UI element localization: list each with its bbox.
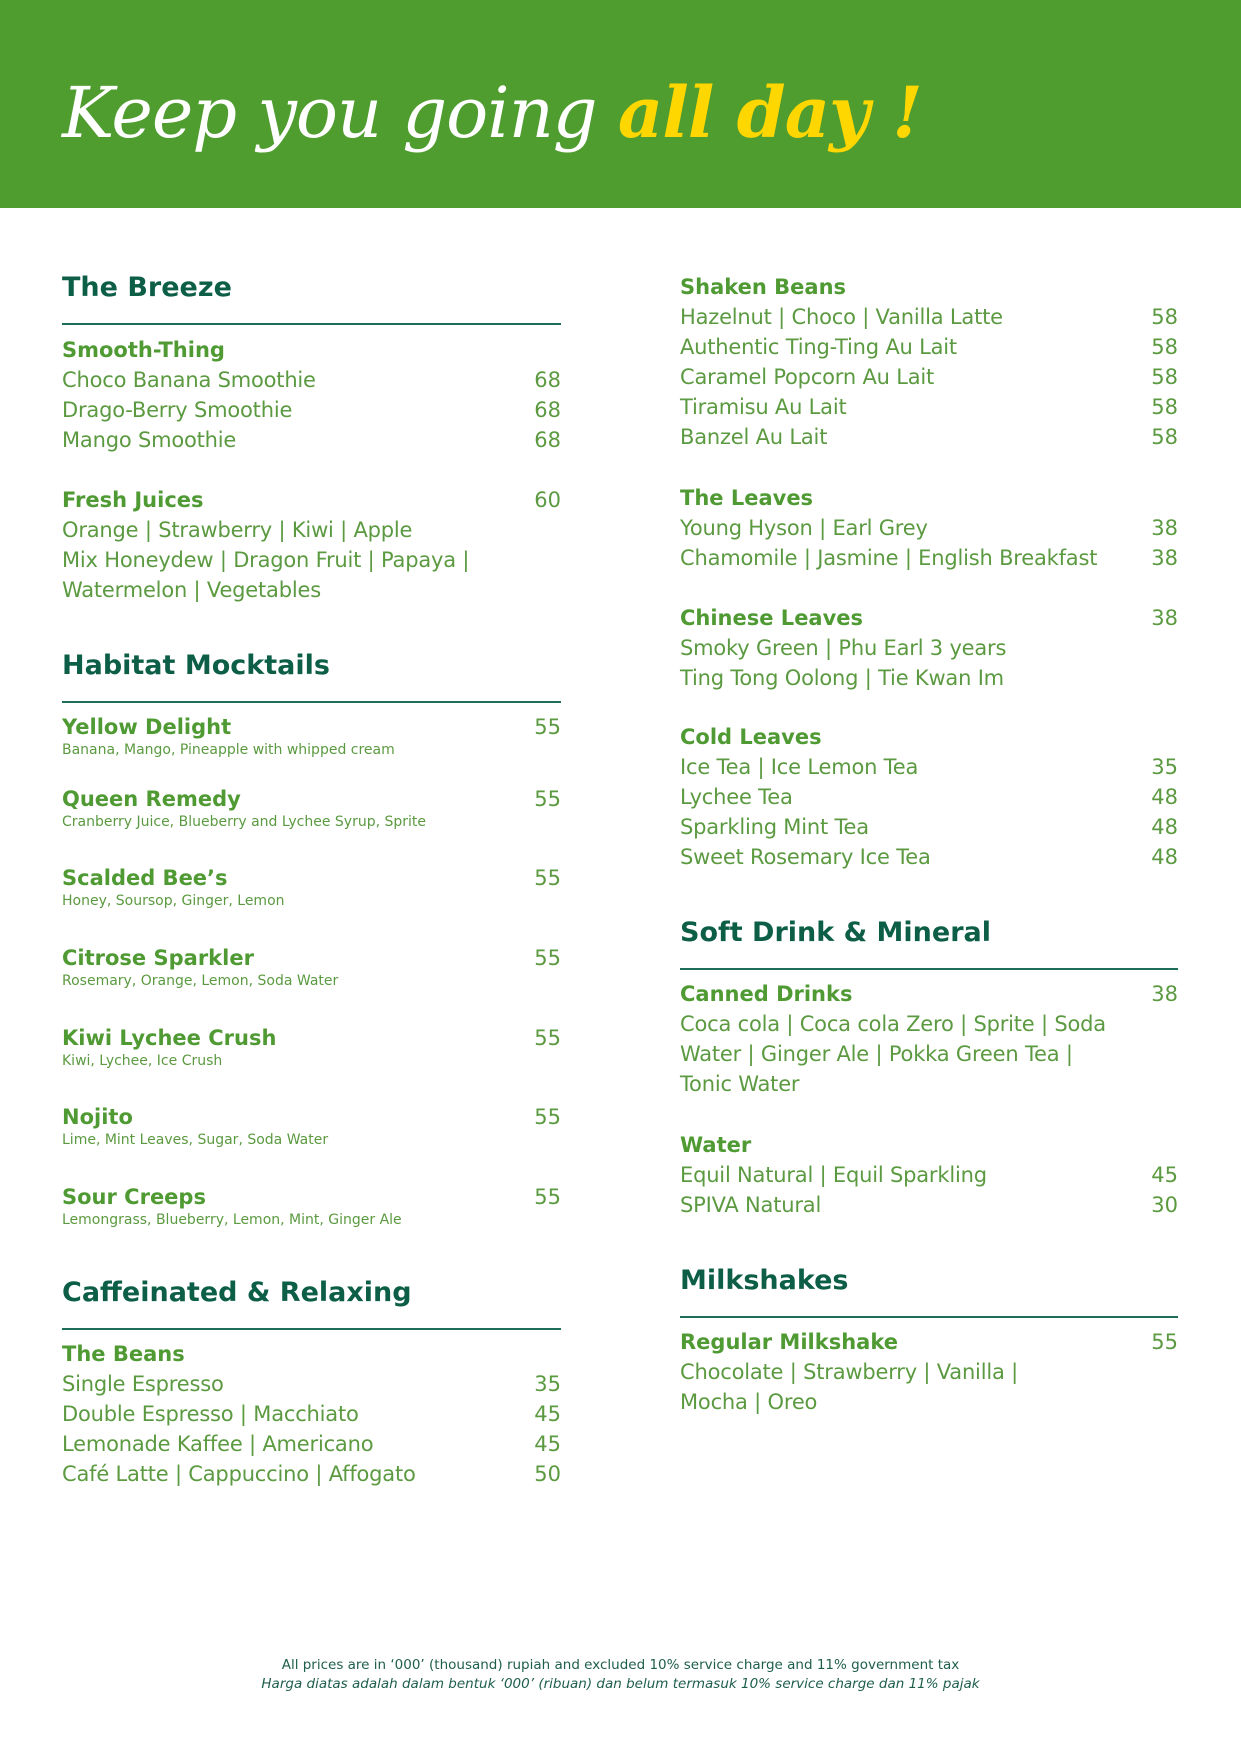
section-title: Habitat Mocktails [62, 650, 330, 681]
category-shaken-beans [680, 272, 1178, 452]
item-price: 55 [534, 1185, 561, 1209]
item-price: 45 [534, 1432, 561, 1456]
section-title: Soft Drink & Mineral [680, 917, 992, 948]
item-price: 45 [534, 1402, 561, 1426]
item-name: Single Espresso [62, 1372, 224, 1396]
category-name: Shaken Beans [680, 275, 847, 299]
item-name: Sweet Rosemary Ice Tea [680, 845, 931, 869]
item-price: 55 [534, 946, 561, 970]
item-price: 55 [534, 866, 561, 890]
menu-item [680, 752, 1178, 782]
footer-note-indonesian: Harga diatas adalah dalam bentuk ‘000’ (ribuan) dan belum termasuk 10% service charge dan 11% pajak [261, 1676, 980, 1692]
section-title: Milkshakes [680, 1265, 849, 1296]
category-name: Cold Leaves [680, 725, 822, 749]
menu-item [62, 1369, 561, 1399]
item-price: 68 [534, 368, 561, 392]
item-price: 58 [1151, 335, 1178, 359]
item-description: Lemongrass, Blueberry, Lemon, Mint, Ginger Ale [62, 1212, 402, 1228]
category-name: The Leaves [680, 486, 814, 510]
mocktail-item [62, 863, 561, 911]
menu-item [62, 1429, 561, 1459]
item-description: Honey, Soursop, Ginger, Lemon [62, 893, 285, 909]
item-name: Café Latte | Cappuccino | Affogato [62, 1462, 416, 1486]
item-price: 55 [534, 1026, 561, 1050]
category-name: Chinese Leaves [680, 606, 864, 630]
item-price: 38 [1151, 516, 1178, 540]
item-description: Banana, Mango, Pineapple with whipped cream [62, 742, 395, 758]
item-name: Authentic Ting-Ting Au Lait [680, 335, 957, 359]
category-the-beans [62, 1339, 561, 1489]
menu-item [680, 422, 1178, 452]
section-title: Caffeinated & Relaxing [62, 1277, 412, 1308]
item-line: Ting Tong Oolong | Tie Kwan Im [680, 666, 1004, 690]
item-price: 45 [1151, 1163, 1178, 1187]
category-water [680, 1130, 1178, 1220]
section-divider [680, 1316, 1178, 1318]
headline [62, 68, 922, 158]
section-habitat-mocktails [62, 648, 561, 703]
item-line: Smoky Green | Phu Earl 3 years [680, 636, 1007, 660]
item-name: Drago-Berry Smoothie [62, 398, 293, 422]
section-divider [680, 968, 1178, 970]
menu-item [680, 1190, 1178, 1220]
section-soft-drink-mineral [680, 915, 1178, 970]
item-price: 48 [1151, 785, 1178, 809]
item-name: Young Hyson | Earl Grey [680, 516, 928, 540]
category-canned-drinks [680, 979, 1178, 1099]
category-name: The Beans [62, 1342, 185, 1366]
item-name: Mango Smoothie [62, 428, 237, 452]
item-line: Orange | Strawberry | Kiwi | Apple [62, 518, 413, 542]
section-milkshakes [680, 1263, 1178, 1318]
menu-item [680, 362, 1178, 392]
menu-item [680, 782, 1178, 812]
category-price: 55 [1151, 1330, 1178, 1354]
menu-item [680, 812, 1178, 842]
mocktail-item [62, 943, 561, 991]
category-price: 60 [534, 488, 561, 512]
category-fresh-juices [62, 485, 561, 605]
category-name: Regular Milkshake [680, 1330, 898, 1354]
item-name: Citrose Sparkler [62, 946, 254, 970]
footer-price-note [0, 1656, 1241, 1694]
category-name: Canned Drinks [680, 982, 853, 1006]
category-smooth-thing [62, 335, 561, 455]
item-line: Coca cola | Coca cola Zero | Sprite | Soda [680, 1012, 1106, 1036]
item-line: Chocolate | Strawberry | Vanilla | [680, 1360, 1018, 1384]
headline-accent: all day ! [617, 71, 922, 154]
item-name: Choco Banana Smoothie [62, 368, 316, 392]
category-cold-leaves [680, 722, 1178, 872]
header-banner [0, 0, 1241, 208]
section-title: The Breeze [62, 272, 232, 303]
item-line: Water | Ginger Ale | Pokka Green Tea | [680, 1042, 1073, 1066]
item-line: Mix Honeydew | Dragon Fruit | Papaya | [62, 548, 470, 572]
menu-item [680, 842, 1178, 872]
mocktail-item [62, 1182, 561, 1230]
section-the-breeze [62, 270, 561, 325]
item-name: Banzel Au Lait [680, 425, 828, 449]
section-caffeinated-relaxing [62, 1275, 561, 1330]
mocktail-item [62, 1102, 561, 1150]
item-price: 55 [534, 715, 561, 739]
menu-item [680, 1160, 1178, 1190]
menu-item [62, 425, 561, 455]
item-description: Cranberry Juice, Blueberry and Lychee Syrup, Sprite [62, 814, 427, 830]
menu-item [62, 1459, 561, 1489]
mocktail-item [62, 784, 561, 832]
section-divider [62, 323, 561, 325]
item-name: Scalded Bee’s [62, 866, 228, 890]
item-line: Watermelon | Vegetables [62, 578, 321, 602]
item-price: 50 [534, 1462, 561, 1486]
item-name: Sparkling Mint Tea [680, 815, 869, 839]
menu-item [680, 392, 1178, 422]
item-name: Sour Creeps [62, 1185, 206, 1209]
item-price: 55 [534, 787, 561, 811]
category-name: Water [680, 1133, 752, 1157]
item-price: 35 [1151, 755, 1178, 779]
item-price: 58 [1151, 365, 1178, 389]
category-name: Smooth-Thing [62, 338, 225, 362]
item-price: 68 [534, 398, 561, 422]
item-name: Yellow Delight [62, 715, 232, 739]
item-name: Lemonade Kaffee | Americano [62, 1432, 374, 1456]
menu-item [62, 1399, 561, 1429]
item-name: Kiwi Lychee Crush [62, 1026, 277, 1050]
item-name: Caramel Popcorn Au Lait [680, 365, 935, 389]
menu-item [680, 513, 1178, 543]
item-price: 58 [1151, 395, 1178, 419]
menu-item [62, 395, 561, 425]
item-description: Rosemary, Orange, Lemon, Soda Water [62, 973, 339, 989]
item-name: SPIVA Natural [680, 1193, 822, 1217]
item-description: Lime, Mint Leaves, Sugar, Soda Water [62, 1132, 329, 1148]
category-name: Fresh Juices [62, 488, 204, 512]
item-price: 35 [534, 1372, 561, 1396]
menu-item [680, 302, 1178, 332]
item-price: 48 [1151, 815, 1178, 839]
section-divider [62, 701, 561, 703]
item-price: 55 [534, 1105, 561, 1129]
item-line: Mocha | Oreo [680, 1390, 818, 1414]
mocktail-item [62, 712, 561, 760]
item-name: Equil Natural | Equil Sparkling [680, 1163, 987, 1187]
category-price: 38 [1151, 982, 1178, 1006]
category-the-leaves [680, 483, 1178, 573]
item-name: Ice Tea | Ice Lemon Tea [680, 755, 919, 779]
category-chinese-leaves [680, 603, 1178, 693]
item-price: 48 [1151, 845, 1178, 869]
menu-item [680, 543, 1178, 573]
item-name: Hazelnut | Choco | Vanilla Latte [680, 305, 1003, 329]
item-name: Queen Remedy [62, 787, 241, 811]
item-price: 58 [1151, 305, 1178, 329]
item-price: 30 [1151, 1193, 1178, 1217]
menu-item [62, 365, 561, 395]
item-line: Tonic Water [680, 1072, 800, 1096]
item-name: Chamomile | Jasmine | English Breakfast [680, 546, 1098, 570]
item-price: 38 [1151, 546, 1178, 570]
item-name: Double Espresso | Macchiato [62, 1402, 359, 1426]
item-price: 58 [1151, 425, 1178, 449]
item-description: Kiwi, Lychee, Ice Crush [62, 1053, 223, 1069]
item-name: Tiramisu Au Lait [680, 395, 847, 419]
category-price: 38 [1151, 606, 1178, 630]
item-price: 68 [534, 428, 561, 452]
category-regular-milkshake [680, 1327, 1178, 1417]
footer-note-english: All prices are in ‘000’ (thousand) rupiah and excluded 10% service charge and 11% government tax [281, 1657, 960, 1673]
section-divider [62, 1328, 561, 1330]
mocktail-item [62, 1023, 561, 1071]
headline-light: Keep you going [62, 72, 618, 154]
item-name: Nojito [62, 1105, 133, 1129]
menu-item [680, 332, 1178, 362]
item-name: Lychee Tea [680, 785, 793, 809]
